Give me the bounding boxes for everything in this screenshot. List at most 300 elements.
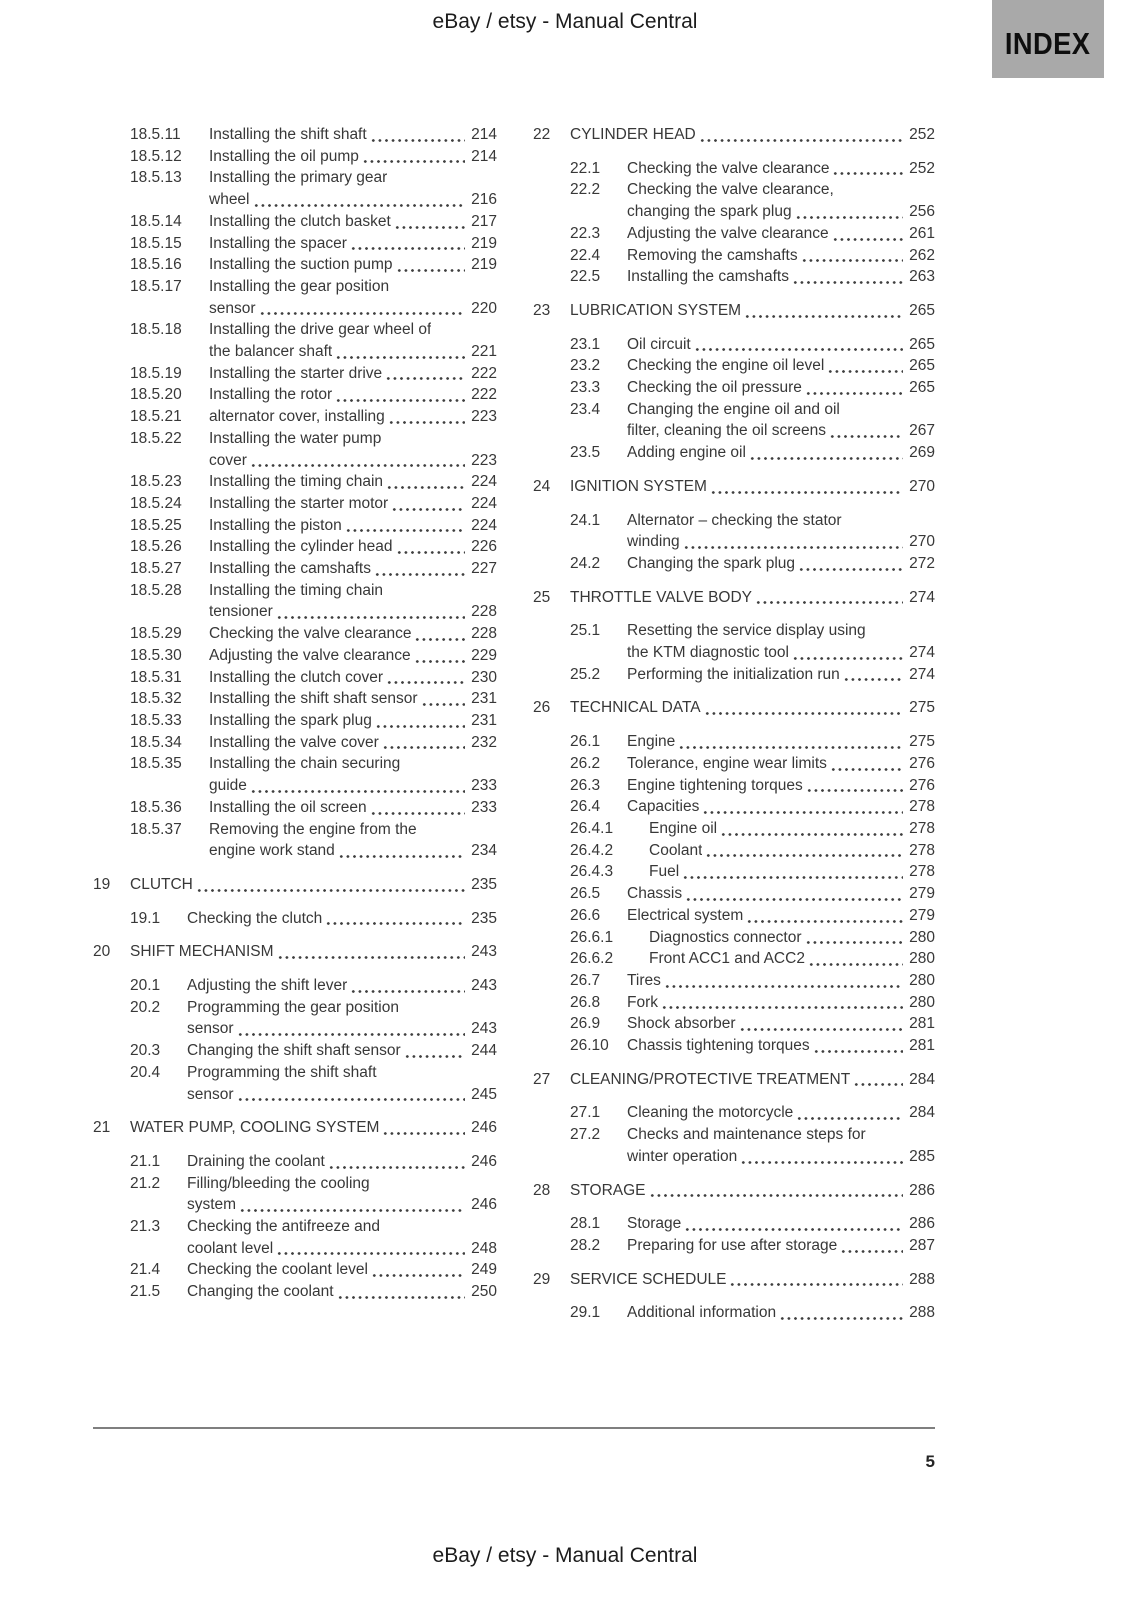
entry-number: 18.5.22 [130,429,182,447]
entry-page: 278 [909,798,935,816]
entry-title: Installing the piston [209,516,342,534]
entry-page: 280 [909,993,935,1011]
entry-number: 21.5 [130,1283,161,1301]
dot-leader [801,258,903,263]
toc-entry[interactable] [533,664,935,686]
toc-entry[interactable] [533,1035,935,1057]
toc-entry-row [93,997,497,1019]
toc-entry-row [93,645,497,667]
toc-entry-row [533,442,935,464]
entry-page: 285 [909,1147,935,1165]
entry-page: 246 [471,1119,497,1137]
entry-number: 18.5.26 [130,538,182,556]
toc-entry-row [533,927,935,949]
entry-number: 25 [533,588,551,606]
entry-number: 20 [93,943,111,961]
toc-entry[interactable] [533,883,935,905]
dot-leader [382,745,465,750]
entry-title: Removing the camshafts [627,246,798,264]
toc-entry[interactable] [93,908,497,930]
toc-entry-row [533,377,935,399]
entry-number: 26 [533,699,551,717]
toc-entry[interactable] [533,334,935,356]
toc-entry[interactable] [93,363,497,385]
toc-entry[interactable] [93,1040,497,1062]
entry-page: 265 [909,335,935,353]
dot-leader [345,528,465,533]
toc-entry[interactable] [93,997,497,1040]
entry-page: 224 [471,494,497,512]
toc-entry[interactable] [93,1216,497,1259]
toc-entry[interactable] [533,731,935,753]
toc-entry[interactable] [533,223,935,245]
dot-leader [337,1295,465,1300]
toc-entry-row [93,623,497,645]
entry-number: 18.5.20 [130,386,182,404]
dot-leader [391,507,465,512]
toc-entry[interactable] [93,493,497,515]
entry-title: Coolant [649,841,703,859]
dot-leader [362,159,465,164]
toc-entry[interactable] [533,124,935,146]
toc-entry[interactable] [93,1281,497,1303]
toc-entry[interactable] [533,796,935,818]
entry-title: tensioner [209,603,273,621]
toc-entry[interactable] [533,697,935,719]
dot-leader [755,600,903,605]
entry-title: SHIFT MECHANISM [130,943,274,961]
toc-entry[interactable] [533,753,935,775]
entry-title: Installing the clutch cover [209,668,384,686]
toc-entry-row [533,1013,935,1035]
entry-title: Alternator – checking the stator [627,511,842,529]
entry-page: 263 [909,268,935,286]
entry-number: 24.1 [570,511,601,529]
dot-leader [239,1208,465,1213]
toc-entry-row [93,601,497,623]
entry-number: 27 [533,1070,551,1088]
dot-leader [277,955,465,960]
dot-leader [792,656,903,661]
toc-entry[interactable] [533,861,935,883]
toc-entry[interactable] [533,775,935,797]
toc-entry[interactable] [533,510,935,553]
entry-title: LUBRICATION SYSTEM [570,301,742,319]
toc-entry-row [93,874,497,896]
toc-entry-row [533,158,935,180]
entry-page: 229 [471,646,497,664]
dot-leader [375,724,465,729]
toc-entry[interactable] [93,233,497,255]
entry-number: 27.1 [570,1104,601,1122]
dot-leader [253,203,466,208]
entry-title: CLUTCH [130,875,193,893]
entry-title: engine work stand [209,842,335,860]
entry-page: 288 [909,1270,935,1288]
toc-entry[interactable] [93,471,497,493]
toc-entry-row [93,580,497,602]
entry-title: CYLINDER HEAD [570,126,696,143]
entry-number [130,341,209,363]
entry-page: 243 [471,943,497,961]
entry-page: 279 [909,885,935,903]
toc-entry[interactable] [93,667,497,689]
entry-page: 265 [909,357,935,375]
entry-number: 19 [93,875,111,893]
toc-entry[interactable] [533,587,935,609]
toc-entry-row [533,1035,935,1057]
entry-number [570,201,627,223]
entry-page: 219 [471,256,497,274]
entry-page: 232 [471,733,497,751]
dot-leader [685,897,903,902]
toc-entry[interactable] [533,158,935,180]
dot-leader [830,767,903,772]
entry-page: 275 [909,733,935,751]
dot-leader [276,615,465,620]
toc-entry[interactable] [533,620,935,663]
entry-number: 26.1 [570,733,601,751]
toc-entry[interactable] [533,266,935,288]
entry-title: Installing the primary gear [209,169,388,187]
toc-entry[interactable] [533,442,935,464]
toc-entry[interactable] [93,211,497,233]
dot-leader [739,1027,903,1032]
toc-entry[interactable] [533,1180,935,1202]
toc-entry-row [93,1084,497,1106]
entry-title: STORAGE [570,1181,646,1199]
dot-leader [350,246,465,251]
dot-leader [684,1227,903,1232]
entry-number [130,1084,187,1106]
dot-leader [237,1032,465,1037]
entry-number: 20.3 [130,1042,161,1060]
entry-number: 18.5.36 [130,798,182,816]
toc-entry[interactable] [93,753,497,796]
entry-title: guide [209,777,247,795]
toc-entry-row [533,245,935,267]
entry-page: 221 [471,343,497,361]
entry-title: alternator cover, installing [209,408,385,426]
toc-entry[interactable] [93,580,497,623]
entry-page: 214 [471,147,497,165]
toc-entry[interactable] [533,1302,935,1324]
toc-entry[interactable] [93,819,497,862]
header-title: eBay / etsy - Manual Central [432,10,698,33]
entry-title: Installing the drive gear wheel of [209,321,432,339]
toc-entry[interactable] [533,1213,935,1235]
entry-number: 26.8 [570,993,601,1011]
entry-title: Chassis [627,885,683,903]
entry-title: Preparing for use after storage [627,1236,838,1254]
entry-title: Cleaning the motorcycle [627,1104,794,1122]
toc-entry-row [533,420,935,442]
toc-entry[interactable] [533,399,935,442]
toc-entry[interactable] [93,254,497,276]
entry-number: 22.5 [570,268,601,286]
toc-entry[interactable] [533,355,935,377]
toc-entry[interactable] [533,1235,935,1257]
entry-title: IGNITION SYSTEM [570,477,707,495]
toc-entry-row [93,688,497,710]
toc-entry[interactable] [93,146,497,168]
index-label: INDEX [1005,25,1091,61]
entry-title: Installing the timing chain [209,581,384,599]
dot-leader [832,237,903,242]
toc-entry[interactable] [93,515,497,537]
entry-page: 278 [909,841,935,859]
entry-page: 252 [909,159,935,177]
toc-entry-row [533,970,935,992]
toc-entry[interactable] [533,300,935,322]
entry-number: 18.5.35 [130,755,182,773]
dot-leader [702,810,903,815]
dot-leader [664,984,903,989]
entry-title: Checking the valve clearance, [627,181,834,199]
toc-entry-row [533,266,935,288]
toc-entry-row [533,476,935,498]
toc-entry[interactable] [533,1102,935,1124]
entry-title: Engine oil [649,819,718,837]
toc-entry-row [93,840,497,862]
dot-leader [335,398,465,403]
entry-title: Adding engine oil [627,444,746,462]
entry-title: Installing the water pump [209,429,382,447]
toc-entry[interactable] [533,992,935,1014]
entry-number: 18.5.17 [130,277,182,295]
entry-page: 267 [909,422,935,440]
dot-leader [705,853,903,858]
toc-entry[interactable] [533,905,935,927]
entry-number: 18.5.24 [130,494,182,512]
entry-number: 22.1 [570,159,601,177]
toc-entry[interactable] [533,245,935,267]
entry-title: Installing the oil pump [209,147,359,165]
entry-title: Fork [627,993,658,1011]
dot-leader [370,811,465,816]
toc-entry[interactable] [93,428,497,471]
entry-title: filter, cleaning the oil screens [627,422,827,440]
toc-entry[interactable] [93,536,497,558]
entry-page: 287 [909,1236,935,1254]
entry-title: Installing the spacer [209,234,347,252]
toc-entry[interactable] [533,927,935,949]
entry-number: 23.3 [570,379,601,397]
footer-divider [93,1427,935,1429]
entry-number: 23.2 [570,357,601,375]
toc-entry-row [533,1213,935,1235]
entry-number: 18.5.14 [130,212,182,230]
dot-leader [704,711,903,716]
toc-column-right [533,124,935,1324]
entry-number [570,642,627,664]
entry-number: 20.2 [130,998,161,1016]
entry-number: 18.5.23 [130,473,182,491]
toc-entry-row [533,124,935,146]
dot-leader [259,311,465,316]
entry-page: 245 [471,1085,497,1103]
toc-entry[interactable] [93,710,497,732]
dot-leader [805,391,903,396]
entry-number: 26.5 [570,885,601,903]
entry-page: 270 [909,533,935,551]
dot-leader [649,1193,903,1198]
entry-page: 265 [909,301,935,319]
dot-leader [386,680,465,685]
toc-entry-row [93,775,497,797]
toc-entry[interactable] [93,1259,497,1281]
toc-column-left [93,124,497,1303]
toc-entry[interactable] [533,179,935,222]
toc-entry[interactable] [93,645,497,667]
toc-entry[interactable] [93,319,497,362]
entry-number: 28.1 [570,1215,601,1233]
toc-entry[interactable] [93,941,497,963]
entry-number: 26.4 [570,798,601,816]
entry-number [570,420,627,442]
entry-title: Storage [627,1215,682,1233]
toc-entry[interactable] [533,818,935,840]
toc-entry-row [93,276,497,298]
entry-title: sensor [187,1020,234,1038]
toc-entry-row [533,796,935,818]
entry-page: 244 [471,1042,497,1060]
entry-title: Programming the gear position [187,998,399,1016]
entry-number: 18.5.27 [130,560,182,578]
entry-number: 26.6.2 [570,950,614,968]
entry-title: THROTTLE VALVE BODY [570,588,753,606]
entry-page: 228 [471,625,497,643]
toc-entry[interactable] [533,970,935,992]
entry-page: 226 [471,538,497,556]
entry-title: Adjusting the valve clearance [209,646,411,664]
dot-leader [827,369,903,374]
entry-title: Checking the coolant level [187,1261,368,1279]
toc-entry[interactable] [93,688,497,710]
toc-entry[interactable] [533,476,935,498]
toc-entry-row [93,941,497,963]
entry-title: Changing the shift shaft sensor [187,1042,401,1060]
toc-entry[interactable] [533,1013,935,1035]
entry-page: 278 [909,819,935,837]
entry-title: WATER PUMP, COOLING SYSTEM [130,1119,380,1137]
toc-entry[interactable] [93,797,497,819]
entry-page: 284 [909,1104,935,1122]
toc-entry[interactable] [93,623,497,645]
dot-leader [374,572,465,577]
entry-number: 25.1 [570,622,601,640]
entry-title: Installing the camshafts [209,560,371,578]
entry-page: 281 [909,1015,935,1033]
toc-entry-row [93,319,497,341]
entry-title: Installing the shift shaft [209,126,367,143]
dot-leader [237,1097,465,1102]
entry-title: Installing the camshafts [627,268,789,286]
toc-entry[interactable] [93,874,497,896]
entry-title: changing the spark plug [627,203,792,221]
entry-page: 230 [471,668,497,686]
toc-entry[interactable] [93,124,497,146]
entry-title: Installing the suction pump [209,256,393,274]
entry-number: 21 [93,1119,111,1137]
toc-entry-row [93,428,497,450]
entry-title: Adjusting the valve clearance [627,224,829,242]
entry-title: Installing the starter drive [209,364,383,382]
dot-leader [840,1249,903,1254]
entry-number: 21.1 [130,1152,161,1170]
toc-entry[interactable] [533,948,935,970]
toc-entry[interactable] [93,732,497,754]
entry-page: 250 [471,1283,497,1301]
entry-title: Installing the timing chain [209,473,384,491]
entry-number: 21.2 [130,1174,161,1192]
entry-page: 286 [909,1181,935,1199]
entry-title: Installing the valve cover [209,733,379,751]
entry-title: SERVICE SCHEDULE [570,1270,727,1288]
toc-entry-row [533,642,935,664]
toc-entry[interactable] [93,1062,497,1105]
entry-title: Filling/bleeding the cooling [187,1174,370,1192]
toc-entry-row [93,908,497,930]
toc-entry[interactable] [93,1173,497,1216]
toc-entry[interactable] [533,1124,935,1167]
toc-entry-row [533,334,935,356]
entry-number [130,298,209,320]
toc-entry-row [533,1146,935,1168]
toc-entry[interactable] [533,1269,935,1291]
toc-entry[interactable] [533,377,935,399]
entry-page: 243 [471,1020,497,1038]
toc-entry[interactable] [533,553,935,575]
toc-entry-row [533,883,935,905]
toc-entry-row [93,1281,497,1303]
entry-number: 18.5.32 [130,690,182,708]
entry-number: 20.4 [130,1063,161,1081]
footer-title: eBay / etsy - Manual Central [432,1544,698,1567]
entry-title: Resetting the service display using [627,622,866,640]
toc-entry[interactable] [93,975,497,997]
entry-number [130,450,209,472]
entry-number: 18.5.28 [130,581,182,599]
toc-entry-row [533,587,935,609]
toc-entry[interactable] [93,276,497,319]
toc-entry[interactable] [93,558,497,580]
entry-title: Checking the valve clearance [209,625,412,643]
entry-number: 26.4.2 [570,841,614,859]
entry-title: Changing the engine oil and oil [627,400,840,418]
toc-entry[interactable] [93,406,497,428]
entry-title: Checking the engine oil level [627,357,825,375]
toc-entry[interactable] [533,840,935,862]
entry-number: 19.1 [130,909,161,927]
entry-title: Installing the starter motor [209,494,389,512]
entry-page: 235 [471,875,497,893]
entry-title: cover [209,451,247,469]
toc-entry-row [533,510,935,532]
dot-leader [746,919,903,924]
toc-entry-row [533,553,935,575]
toc-entry[interactable] [93,1151,497,1173]
entry-number: 28.2 [570,1236,601,1254]
toc-entry[interactable] [93,1117,497,1139]
toc-entry[interactable] [533,1069,935,1091]
toc-entry-row [93,1238,497,1260]
toc-entry[interactable] [93,167,497,210]
toc-entry-row [93,1216,497,1238]
dot-leader [404,1054,465,1059]
dot-leader [335,355,465,360]
toc-entry[interactable] [93,384,497,406]
